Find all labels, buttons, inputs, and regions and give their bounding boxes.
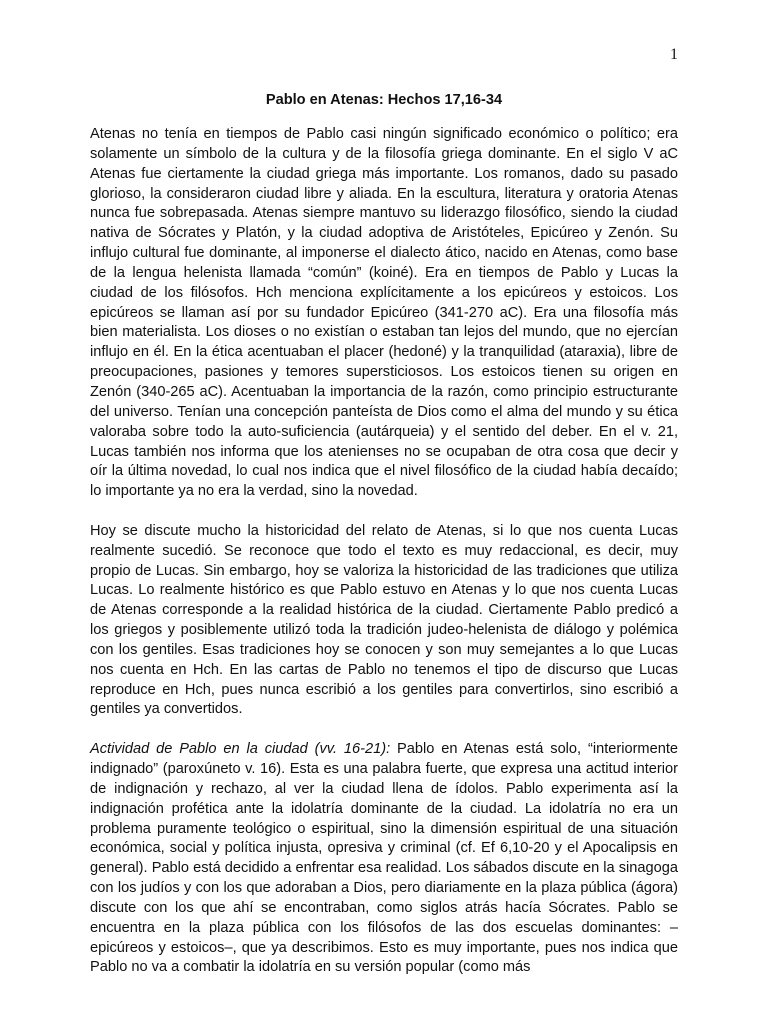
paragraph-1 (90, 125, 678, 502)
paragraph-3-text: Pablo en Atenas está solo, “interiormente indignado” (paroxúneto v. 16). Esta es una palabra fuerte, que expresa una actitud interior de indignación y rechazo, al ver la ciudad llena de ídolos. Pablo experimenta así la indignación profética ante la idolatría dominante de la ciudad. La idolatría no era un problema puramente teológico o espiritual, sino la dimensión espiritual de una situación económica, social y política injusta, opresiva y criminal (cf. Ef 6,10-20 y el Apocalipsis en general). Pablo está decidido a enfrentar esa realidad. Los sábados discute en la sinagoga con los judíos y con los que adoraban a Dios, pero diariamente en la plaza pública (ágora) discute con los que ahí se encontraban, como siglos atrás hacía Sócrates. Pablo se encuentra en la plaza pública con los filósofos de las dos escuelas dominantes: –epicúreos y estoicos–, que ya describimos. Esto es muy importante, pues nos indica que Pablo no va a combatir la idolatría en su versión popular (como más (90, 741, 678, 976)
page-number: 1 (670, 46, 678, 63)
paragraph-2-text: Hoy se discute mucho la historicidad del relato de Atenas, si lo que nos cuenta Lucas realmente sucedió. Se reconoce que todo el texto es muy redaccional, es decir, muy propio de Lucas. Sin embargo, hoy se valoriza la historicidad de las tradiciones que utiliza Lucas. Lo realmente histórico es que Pablo estuvo en Atenas y lo que nos cuenta Lucas de Atenas corresponde a la realidad histórica de la ciudad. Ciertamente Pablo predicó a los griegos y posiblemente utilizó toda la tradición judeo-helenista de diálogo y polémica con los gentiles. Esas tradiciones hoy se conocen y son muy semejantes a lo que Lucas nos cuenta en Hch. En las cartas de Pablo no tenemos el tipo de discurso que Lucas reproduce en Hch, pues nunca escribió a los gentiles para convertirlos, sino escribió a gentiles ya convertidos. (90, 522, 678, 718)
document-body (90, 125, 678, 998)
paragraph-1-text: Atenas no tenía en tiempos de Pablo casi ningún significado económico o político; era solamente un símbolo de la cultura y de la filosofía griega dominante. En el siglo V aC Atenas fue ciertamente la ciudad griega más importante. Los romanos, dado su pasado glorioso, la consideraron ciudad libre y aliada. En la escultura, literatura y oratoria Atenas nunca fue sobrepasada. Atenas siempre mantuvo su liderazgo filosófico, siendo la ciudad nativa de Sócrates y Platón, y la ciudad adoptiva de Aristóteles, Epicúreo y Zenón. Su influjo cultural fue dominante, al imponerse el dialecto ático, nacido en Atenas, como base de la lengua helenista llamada “común” (koiné). Era en tiempos de Pablo y Lucas la ciudad de los filósofos. Hch menciona explícitamente a los epicúreos y estoicos. Los epicúreos se llaman así por su fundador Epicúreo (341-270 aC). Era una filosofía más bien materialista. Los dioses o no existían o estaban tan lejos del mundo, que no ejercían influjo en él. En la ética acentuaban el placer (hedoné) y la tranquilidad (ataraxia), libre de preocupaciones, pasiones y temores supersticiosos. Los estoicos tienen su origen en Zenón (340-265 aC). Acentuaban la importancia de la razón, como principio estructurante del universo. Tenían una concepción panteísta de Dios como el alma del mundo y su ética valoraba sobre todo la auto-suficiencia (autárqueia) y el sentido del deber. En el v. 21, Lucas también nos informa que los atenienses no se ocupaban de otra cosa que decir y oír la última novedad, lo cual nos indica que el nivel filosófico de la ciudad había decaído; lo importante ya no era la verdad, sino la novedad. (90, 126, 678, 500)
paragraph-2 (90, 522, 678, 720)
paragraph-3 (90, 740, 678, 978)
section-heading: Actividad de Pablo en la ciudad (vv. 16-21): (90, 741, 391, 758)
page-title: Pablo en Atenas: Hechos 17,16-34 (265, 92, 503, 108)
